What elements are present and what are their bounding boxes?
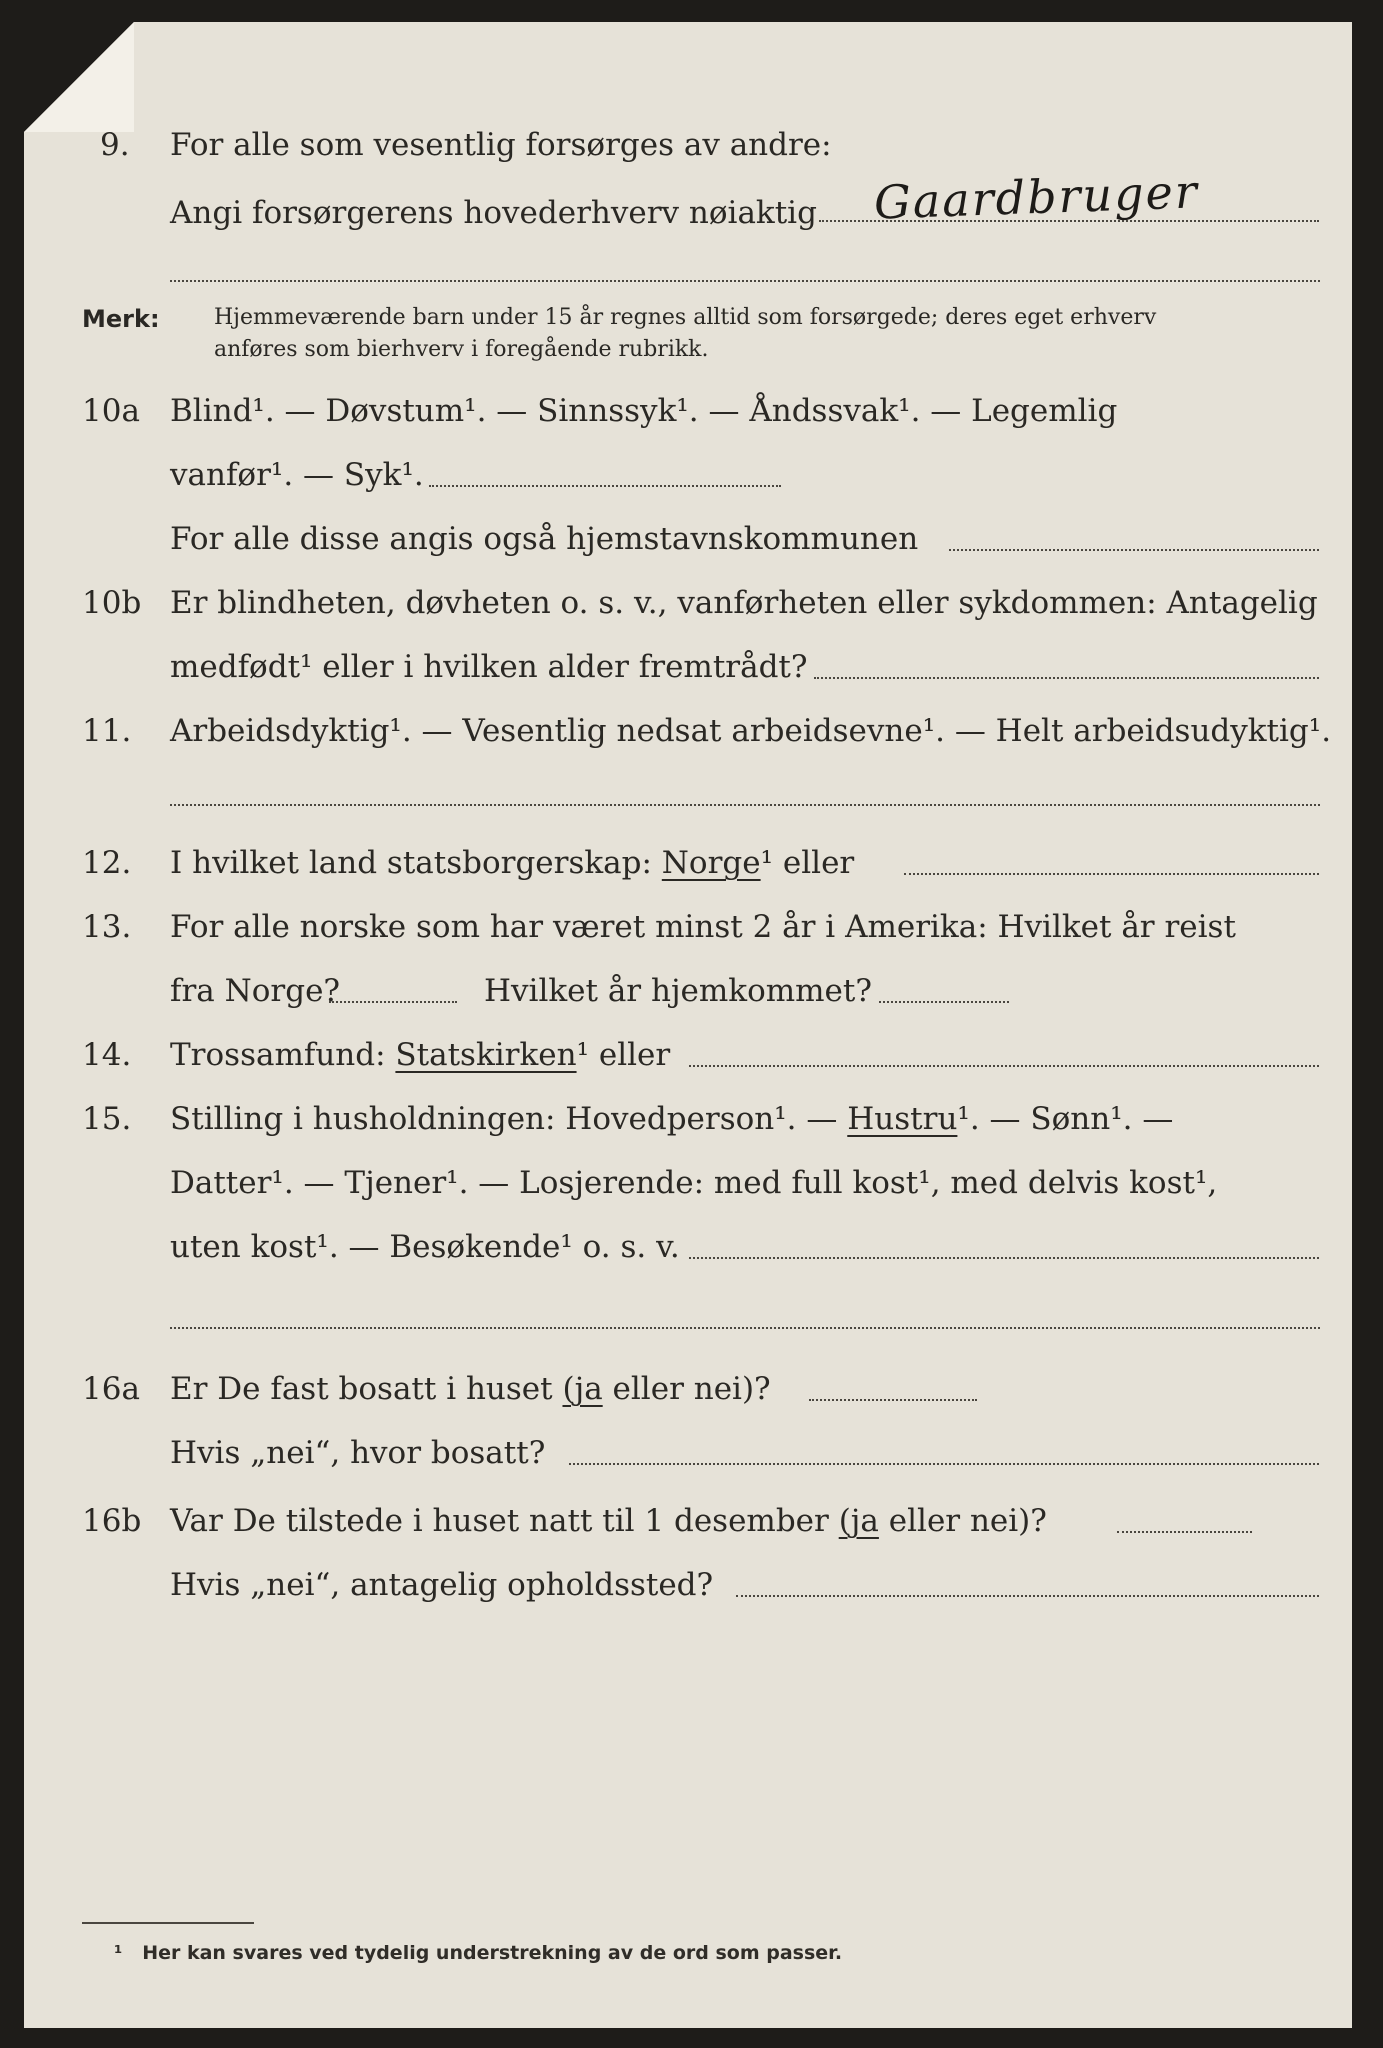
q13-line1: For alle norske som har været minst 2 år i Amerika: Hvilket år reist xyxy=(170,909,1236,945)
q15-line1-suffix: ¹. — Sønn¹. — xyxy=(957,1101,1174,1137)
q12-suffix: ¹ eller xyxy=(760,845,855,881)
q13-number: 13. xyxy=(82,909,132,945)
merk-label: Merk: xyxy=(82,305,160,333)
q10a-line3: For alle disse angis også hjemstavnskommunen xyxy=(170,521,919,557)
q11-number: 11. xyxy=(82,713,132,749)
q10b-line2: medfødt¹ eller i hvilken alder fremtrådt? xyxy=(170,649,808,685)
q16a-line2: Hvis „nei“, hvor bosatt? xyxy=(170,1435,546,1471)
q16b-line1-prefix: Var De tilstede i huset natt til 1 desember xyxy=(170,1503,829,1539)
q14-suffix: ¹ eller xyxy=(576,1037,671,1073)
q15-answer-line xyxy=(689,1257,1319,1259)
footnote-mark: ¹ xyxy=(114,1942,123,1964)
q9-number: 9. xyxy=(100,127,130,163)
footnote-rule xyxy=(82,1922,254,1924)
q16a-line1-prefix: Er De fast bosatt i huset xyxy=(170,1371,553,1407)
q16a-line1-suffix: eller nei)? xyxy=(612,1371,771,1407)
q16a-bosatt-line xyxy=(569,1463,1319,1465)
q14-number: 14. xyxy=(82,1037,132,1073)
q16a-underlined-answer: (ja xyxy=(562,1371,603,1407)
q12-answer-line xyxy=(904,873,1319,875)
q13-hjemkommet-line xyxy=(879,1001,1009,1003)
q16a-line1 xyxy=(170,1371,771,1407)
q15-line1 xyxy=(170,1101,1174,1137)
q10a-line2: vanfør¹. — Syk¹. xyxy=(170,457,424,493)
q16b-answer-line xyxy=(1117,1531,1252,1533)
q12-number: 12. xyxy=(82,845,132,881)
q16b-line1-suffix: eller nei)? xyxy=(888,1503,1047,1539)
q16a-answer-line xyxy=(809,1399,977,1401)
folded-corner-flap xyxy=(24,22,134,132)
q16b-number: 16b xyxy=(82,1503,142,1539)
q14-answer-line xyxy=(689,1065,1319,1067)
q11-line1: Arbeidsdyktig¹. — Vesentlig nedsat arbeidsevne¹. — Helt arbeidsudyktig¹. xyxy=(170,713,1332,749)
q14-underlined-answer: Statskirken xyxy=(395,1037,577,1073)
q16b-line2: Hvis „nei“, antagelig opholdssted? xyxy=(170,1567,714,1603)
footnote-text: Her kan svares ved tydelig understrekning av de ord som passer. xyxy=(142,1942,843,1964)
q14-prefix: Trossamfund: xyxy=(170,1037,386,1073)
q13-line2a: fra Norge? xyxy=(170,973,341,1009)
footnote xyxy=(114,1942,842,1964)
q9-handwritten-answer: Gaardbruger xyxy=(873,164,1200,230)
q16b-line1 xyxy=(170,1503,1047,1539)
q16b-opholdssted-line xyxy=(736,1595,1319,1597)
q10a-line1: Blind¹. — Døvstum¹. — Sinnssyk¹. — Åndssvak¹. — Legemlig xyxy=(170,393,1118,429)
q12-underlined-answer: Norge xyxy=(661,845,761,881)
q15-line2: Datter¹. — Tjener¹. — Losjerende: med full kost¹, med delvis kost¹, xyxy=(170,1165,1218,1201)
q15-line3: uten kost¹. — Besøkende¹ o. s. v. xyxy=(170,1229,680,1265)
q10a-kommune-line xyxy=(949,549,1319,551)
q16b-underlined-answer: (ja xyxy=(838,1503,879,1539)
q11-answer-line xyxy=(170,804,1320,806)
q12-prefix: I hvilket land statsborgerskap: xyxy=(170,845,652,881)
q10b-number: 10b xyxy=(82,585,142,621)
q15-extra-line xyxy=(170,1327,1320,1329)
q9-line1: For alle som vesentlig forsørges av andre: xyxy=(170,127,832,163)
q16a-number: 16a xyxy=(82,1371,140,1407)
q12-line xyxy=(170,845,855,881)
q15-number: 15. xyxy=(82,1101,132,1137)
q9-line2: Angi forsørgerens hovederhverv nøiaktig xyxy=(170,195,817,231)
q10b-answer-line xyxy=(814,677,1319,679)
q10a-number: 10a xyxy=(82,393,140,429)
census-form-page xyxy=(24,22,1352,2028)
q9-extra-line xyxy=(170,280,1320,282)
q13-reist-line xyxy=(329,1001,457,1003)
q15-underlined-answer: Hustru xyxy=(847,1101,958,1137)
q10a-syk-line xyxy=(429,485,781,487)
merk-line2: anføres som bierhverv i foregående rubrikk. xyxy=(214,337,709,362)
q15-line1-prefix: Stilling i husholdningen: Hovedperson¹. — xyxy=(170,1101,838,1137)
q10b-line1: Er blindheten, døvheten o. s. v., vanførheten eller sykdommen: Antagelig xyxy=(170,585,1318,621)
merk-line1: Hjemmeværende barn under 15 år regnes alltid som forsørgede; deres eget erhverv xyxy=(214,305,1157,330)
q14-line xyxy=(170,1037,671,1073)
q13-line2b: Hvilket år hjemkommet? xyxy=(484,973,872,1009)
